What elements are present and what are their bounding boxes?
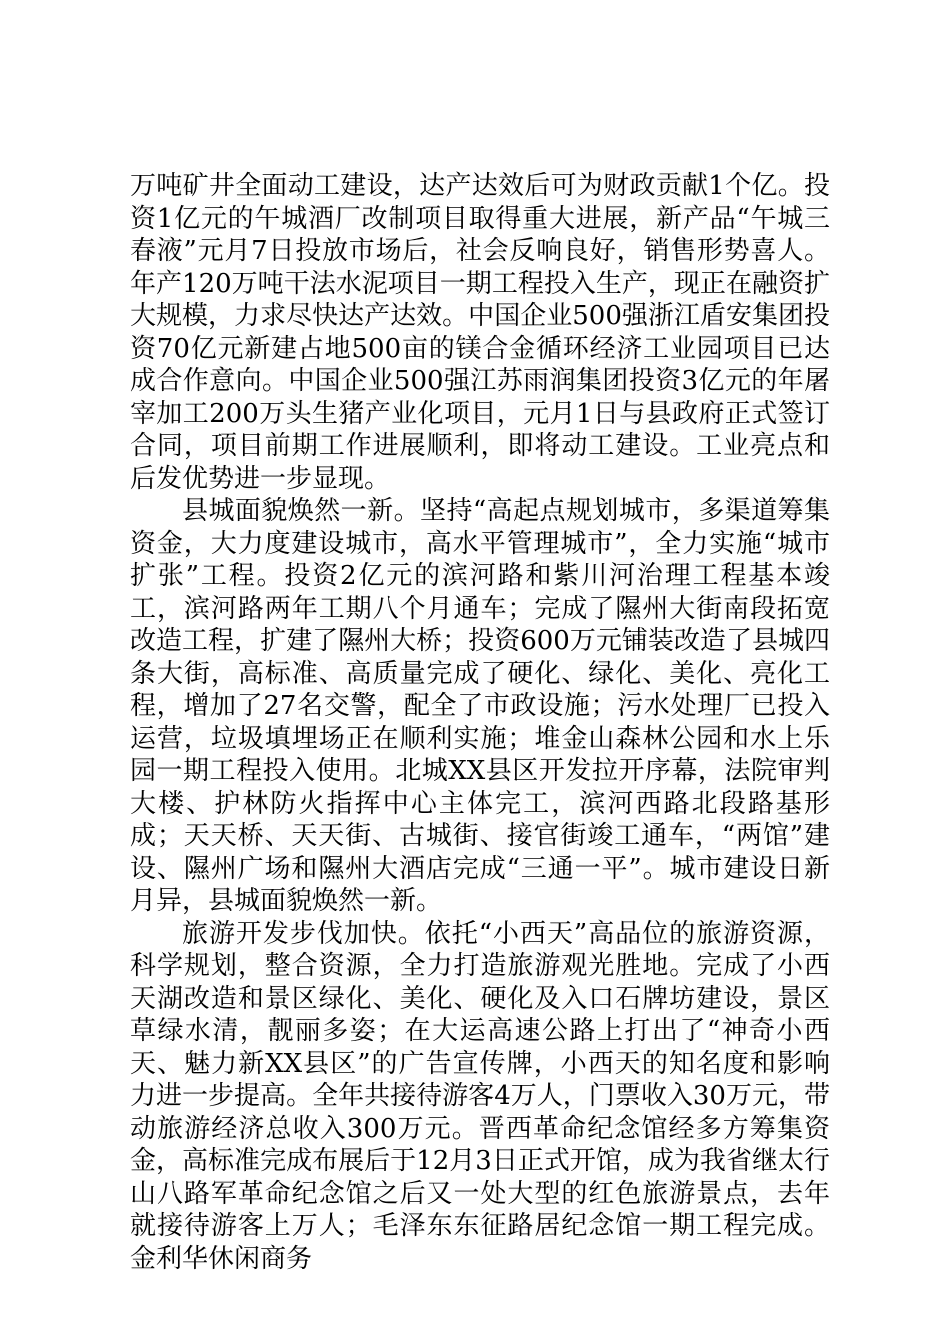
paragraph-tourism: 旅游开发步伐加快。依托“小西天”高品位的旅游资源，科学规划，整合资源，全力打造旅游观光胜地。完成了小西天湖改造和景区绿化、美化、硬化及入口石牌坊建设，景区草绿水清，靓丽多姿；在大运高速公路上打出了“神奇小西天、魅力新XX县区”的广告宣传牌，小西天的知名度和影响力进一步提高。全年共接待游客4万人，门票收入30万元，带动旅游经济总收入300万元。晋西革命纪念馆经多方筹集资金，高标准完成布展后于12月3日正式开馆，成为我省继太行山八路军革命纪念馆之后又一处大型的红色旅游景点，去年就接待游客上万人；毛泽东东征路居纪念馆一期工程完成。金利华休闲商务 <box>130 918 830 1274</box>
paragraph-county-town: 县城面貌焕然一新。坚持“高起点规划城市，多渠道筹集资金，大力度建设城市，高水平管理城市”，全力实施“城市扩张”工程。投资2亿元的滨河路和紫川河治理工程基本竣工，滨河路两年工期八个月通车；完成了隰州大街南段拓宽改造工程，扩建了隰州大桥；投资600万元铺装改造了县城四条大街，高标准、高质量完成了硬化、绿化、美化、亮化工程，增加了27名交警，配全了市政设施；污水处理厂已投入运营，垃圾填埋场正在顺利实施；堆金山森林公园和水上乐园一期工程投入使用。北城XX县区开发拉开序幕，法院审判大楼、护林防火指挥中心主体完工，滨河西路北段路基形成；天天桥、天天街、古城街、接官街竣工通车，“两馆”建设、隰州广场和隰州大酒店完成“三通一平”。城市建设日新月异，县城面貌焕然一新。 <box>130 496 830 916</box>
paragraph-industry-continued: 万吨矿井全面动工建设，达产达效后可为财政贡献1个亿。投资1亿元的午城酒厂改制项目取得重大进展，新产品“午城三春液”元月7日投放市场后，社会反响良好，销售形势喜人。年产120万吨干法水泥项目一期工程投入生产，现正在融资扩大规模，力求尽快达产达效。中国企业500强浙江盾安集团投资70亿元新建占地500亩的镁合金循环经济工业园项目已达成合作意向。中国企业500强江苏雨润集团投资3亿元的年屠宰加工200万头生猪产业化项目，元月1日与县政府正式签订合同，项目前期工作进展顺利，即将动工建设。工业亮点和后发优势进一步显现。 <box>130 171 830 494</box>
document-page <box>130 170 830 1275</box>
